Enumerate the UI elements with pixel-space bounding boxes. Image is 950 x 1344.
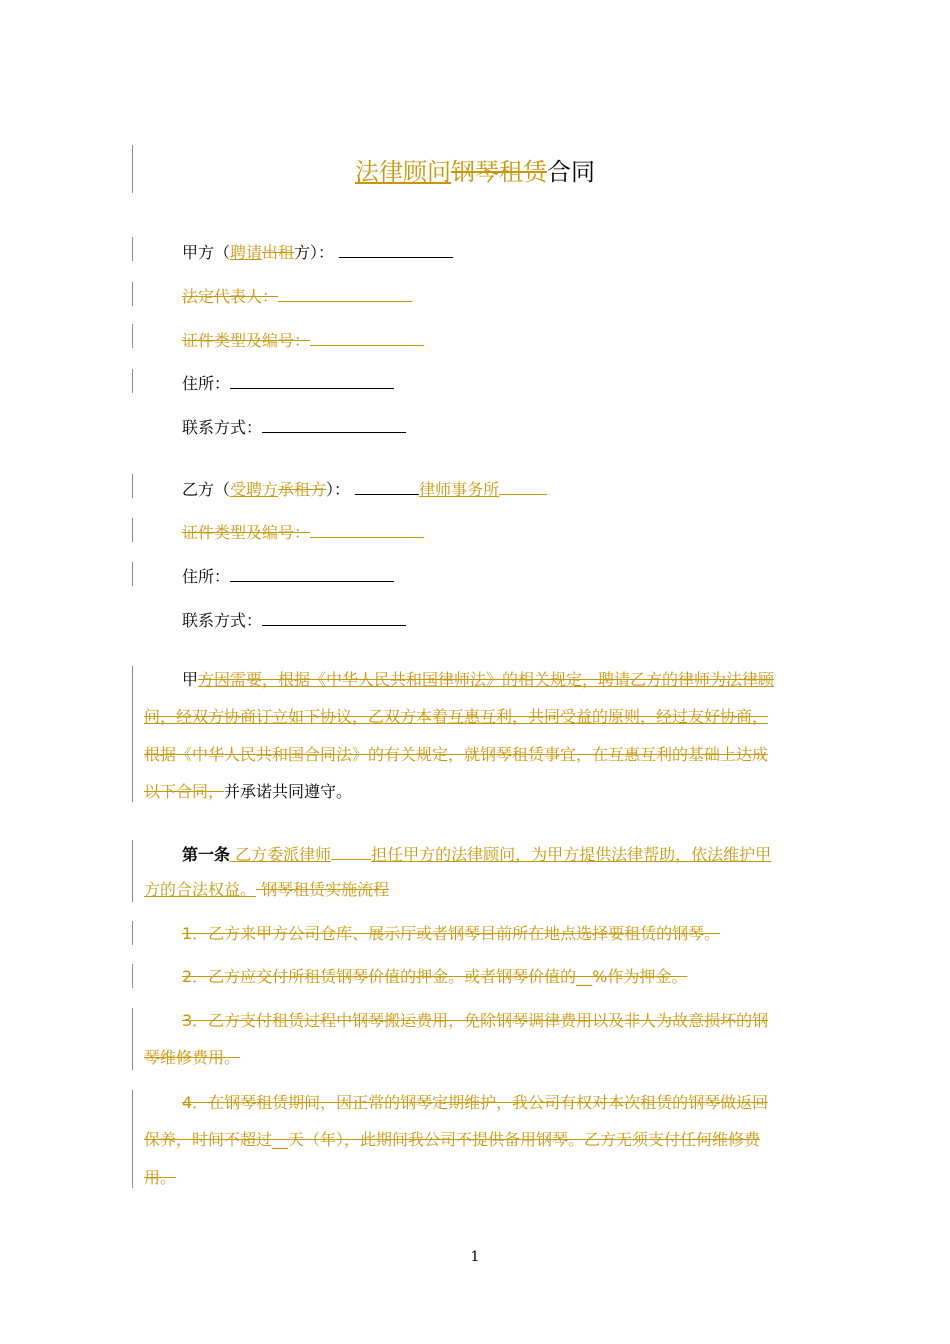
party-a-line: 甲方（聘请出租方）： [182,241,453,263]
party-b-firm: 律师事务所 [419,480,500,499]
party-a-contact-blank [262,416,406,433]
party-b-address-blank [230,565,394,582]
document-title [0,157,950,187]
party-a-id-blank [310,329,424,346]
party-b-name-blank [355,478,419,495]
party-b-contact-line: 联系方式： [182,609,406,631]
party-a-role-inserted: 聘请 [230,243,263,262]
party-b-firm-tail [499,478,547,495]
legal-rep-blank [278,285,412,302]
party-b-contact-blank [262,609,406,626]
party-b-id-blank [310,521,424,538]
item-2: 2．乙方应交付所租赁钢琴价值的押金。或者钢琴价值的__%作为押金。 [182,967,688,986]
change-bar [132,964,133,988]
change-bar [132,562,133,586]
article-1-line-1: 第一条 乙方委派律师 担任甲方的法律顾问，为甲方提供法律帮助，依法维护甲 [182,845,772,864]
item-4-line-3: 用。 [144,1168,177,1187]
lawyer-name-blank [331,843,371,860]
change-bar [132,666,133,802]
change-bar [132,518,133,542]
party-a-role-deleted: 出租 [262,243,295,262]
change-bar [132,921,133,945]
party-b-role-deleted: 承租方 [278,480,327,499]
title-inserted: 法律顾问 [355,158,451,186]
change-bar [132,1090,133,1188]
party-a-contact-line: 联系方式： [182,416,406,438]
item-4-line-2: 保养，时间不超过__天（年），此期间我公司不提供备用钢琴。乙方无须支付任何维修费 [144,1130,761,1149]
legal-rep-line: 法定代表人： [182,285,412,307]
item-4-line-1: 4．在钢琴租赁期间，因正常的钢琴定期维护，我公司有权对本次租赁的钢琴做返回 [182,1093,769,1112]
change-bar [132,369,133,393]
page-number: 1 [470,1249,480,1265]
preamble-line-4: 以下合同，并承诺共同遵守。 [144,782,353,801]
item-3-line-1: 3．乙方支付租赁过程中钢琴搬运费用，免除钢琴调律费用以及非人为故意损坏的钢 [182,1011,769,1030]
party-b-line: 乙方（受聘方承租方）： 律师事务所 [182,478,547,500]
preamble-line-1: 甲方因需要，根据《中华人民共和国律师法》的相关规定，聘请乙方的律师为法律顾 [182,670,775,689]
party-a-id-line: 证件类型及编号： [182,329,424,351]
party-b-id-line: 证件类型及编号： [182,521,424,543]
item-3-line-2: 琴维修费用。 [144,1048,241,1067]
preamble-line-3: 根据《中华人民共和国合同法》的有关规定，就钢琴租赁事宜，在互惠互利的基础上达成 [144,745,769,764]
party-a-name-blank [339,241,453,258]
item-1: 1．乙方来甲方公司仓库、展示厅或者钢琴目前所在地点选择要租赁的钢琴。 [182,924,721,943]
preamble-line-2: 问，经双方协商订立如下协议，乙双方本着互惠互利，共同受益的原则，经过友好协商， [144,707,769,726]
change-bar [132,324,133,348]
title-deleted: 钢琴租赁 [451,158,547,186]
party-a-address-blank [230,372,394,389]
change-bar [132,1008,133,1070]
change-bar [132,282,133,306]
party-b-address-line: 住所： [182,565,394,587]
change-bar [132,237,133,261]
title-text: 合同 [547,158,595,186]
change-bar [132,474,133,498]
article-1-label: 第一条 [182,845,231,864]
article-1-line-2: 方的合法权益。 钢琴租赁实施流程 [144,880,390,899]
party-a-address-line: 住所： [182,372,394,394]
change-bar [132,840,133,902]
party-b-role-inserted: 受聘方 [230,480,279,499]
